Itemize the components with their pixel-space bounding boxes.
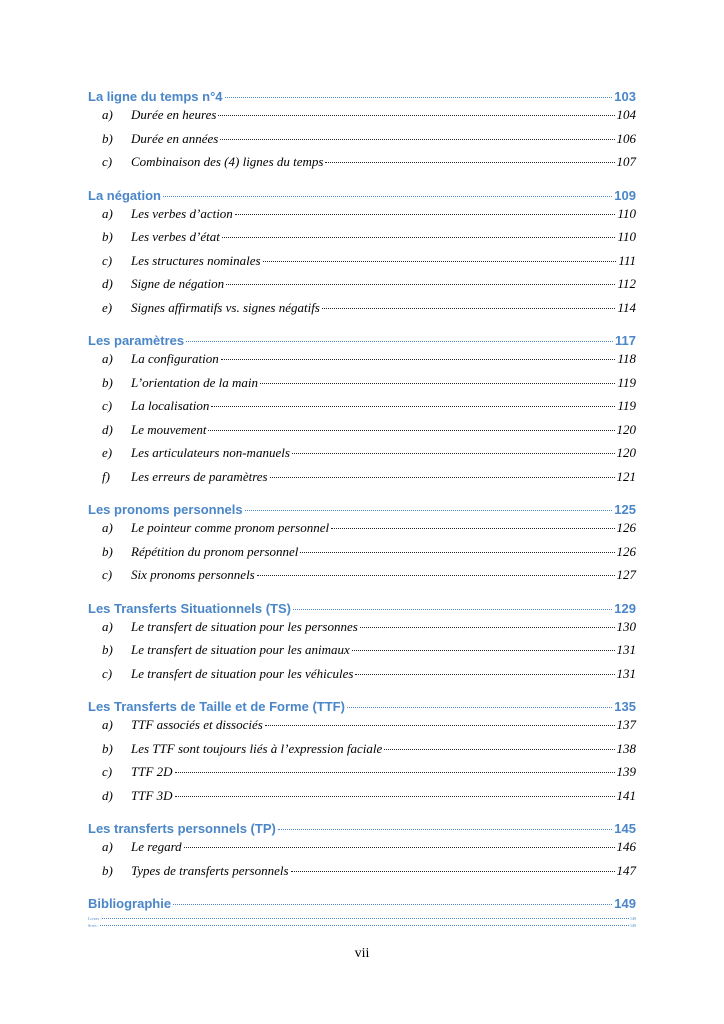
section-title: Les transferts personnels (TP)	[88, 821, 276, 836]
dot-leader	[347, 707, 612, 708]
item-page: 111	[618, 252, 636, 268]
item-letter: d)	[102, 787, 113, 803]
item-letter: a)	[102, 839, 113, 854]
dot-leader	[360, 627, 615, 628]
item-title: Les verbes d’action	[131, 205, 233, 221]
item-page: 107	[616, 154, 636, 169]
item-letter: c)	[102, 567, 113, 582]
dot-leader	[163, 196, 612, 197]
subentry-title: Sites :	[88, 923, 99, 928]
item-page: 104	[616, 107, 636, 122]
item-letter: b)	[102, 374, 113, 390]
section-page: 109	[614, 187, 636, 203]
dot-leader	[257, 575, 615, 576]
item-letter: e)	[102, 445, 113, 460]
dot-leader	[292, 453, 615, 454]
item-page: 118	[617, 351, 636, 366]
dot-leader	[278, 829, 612, 830]
item-title: Les TTF sont toujours liés à l’expression faciale	[131, 740, 383, 756]
item-title: Le regard	[131, 839, 182, 854]
toc-item[interactable]	[88, 760, 636, 784]
dot-leader	[221, 359, 616, 360]
toc-item[interactable]	[88, 272, 636, 296]
toc-item[interactable]	[88, 394, 636, 418]
dot-leader	[355, 674, 614, 675]
dot-leader	[293, 609, 612, 610]
item-page: 110	[617, 229, 636, 244]
section-page: 145	[614, 821, 636, 836]
item-title: La localisation	[131, 398, 210, 413]
item-letter: e)	[102, 299, 113, 315]
dot-leader	[184, 847, 615, 848]
item-page: 114	[617, 299, 636, 315]
section-title: Les paramètres	[88, 333, 185, 348]
dot-leader	[300, 552, 614, 553]
section-title: Les Transferts de Taille et de Forme (TTF)	[88, 699, 345, 714]
toc-item[interactable]	[88, 859, 636, 883]
item-letter: b)	[102, 229, 113, 244]
dot-leader	[102, 918, 629, 919]
dot-leader	[265, 725, 615, 726]
item-letter: b)	[102, 862, 113, 878]
dot-leader	[263, 261, 617, 262]
item-letter: a)	[102, 520, 113, 535]
dot-leader	[352, 650, 615, 651]
section-page: 117	[615, 333, 636, 348]
item-letter: b)	[102, 130, 113, 146]
toc-item[interactable]	[88, 150, 636, 174]
item-title: Combinaison des (4) lignes du temps	[131, 154, 324, 169]
toc-item[interactable]	[88, 638, 636, 662]
dot-leader	[225, 97, 613, 98]
dot-leader	[325, 162, 614, 163]
dot-leader	[175, 796, 615, 797]
item-title: TTF 2D	[131, 764, 173, 779]
item-page: 139	[616, 764, 636, 779]
item-letter: c)	[102, 154, 113, 169]
item-title: Signes affirmatifs vs. signes négatifs	[131, 299, 320, 315]
item-letter: d)	[102, 276, 113, 291]
dot-leader	[322, 308, 616, 309]
item-title: Le transfert de situation pour les personnes	[131, 618, 358, 634]
item-title: Les verbes d’état	[131, 229, 220, 244]
item-page: 112	[617, 276, 636, 291]
subentry-page: 149	[630, 923, 636, 928]
toc-item[interactable]	[88, 465, 636, 489]
subentry-title: Livres :	[88, 916, 102, 921]
dot-leader	[291, 871, 615, 872]
dot-leader	[218, 115, 614, 116]
dot-leader	[260, 383, 615, 384]
dot-leader	[220, 139, 614, 140]
toc-item[interactable]	[88, 563, 636, 587]
item-title: Six pronoms personnels	[131, 567, 255, 582]
item-title: L’orientation de la main	[131, 374, 258, 390]
dot-leader	[208, 430, 614, 431]
toc-item[interactable]	[88, 835, 636, 859]
item-letter: a)	[102, 717, 113, 732]
dot-leader	[175, 772, 615, 773]
toc-item[interactable]	[88, 418, 636, 442]
item-title: Durée en heures	[131, 107, 217, 122]
item-title: Répétition du pronom personnel	[131, 543, 299, 559]
toc-item[interactable]	[88, 784, 636, 808]
dot-leader	[270, 477, 615, 478]
toc-item[interactable]	[88, 103, 636, 127]
dot-leader	[226, 284, 615, 285]
toc-subentry[interactable]	[88, 922, 636, 929]
toc-item[interactable]	[88, 441, 636, 465]
item-letter: c)	[102, 398, 113, 413]
item-page: 121	[616, 468, 636, 484]
item-title: Types de transferts personnels	[131, 862, 289, 878]
toc-item[interactable]	[88, 662, 636, 686]
item-title: Les erreurs de paramètres	[131, 468, 268, 484]
item-page: 130	[616, 618, 636, 634]
item-page: 147	[616, 862, 636, 878]
item-title: Les structures nominales	[131, 252, 261, 268]
item-page: 120	[616, 445, 636, 460]
toc-item[interactable]	[88, 202, 636, 226]
dot-leader	[173, 904, 612, 905]
item-page: 141	[616, 787, 636, 803]
item-letter: a)	[102, 618, 113, 634]
item-letter: f)	[102, 468, 110, 484]
table-of-contents	[88, 88, 636, 929]
item-letter: c)	[102, 665, 113, 681]
toc-item[interactable]	[88, 540, 636, 564]
toc-item[interactable]	[88, 371, 636, 395]
item-letter: a)	[102, 107, 113, 122]
item-page: 106	[616, 130, 636, 146]
toc-section-bibliography[interactable]	[88, 895, 636, 913]
item-page: 131	[616, 665, 636, 681]
item-title: TTF 3D	[131, 787, 173, 803]
item-page: 146	[616, 839, 636, 854]
toc-item[interactable]	[88, 127, 636, 151]
item-title: TTF associés et dissociés	[131, 717, 263, 732]
dot-leader	[245, 510, 613, 511]
item-letter: b)	[102, 543, 113, 559]
item-page: 126	[616, 543, 636, 559]
item-letter: d)	[102, 421, 113, 437]
item-letter: c)	[102, 764, 113, 779]
toc-subentry[interactable]	[88, 915, 636, 922]
item-title: Le pointeur comme pronom personnel	[131, 520, 330, 535]
item-letter: b)	[102, 740, 113, 756]
toc-item[interactable]	[88, 347, 636, 371]
toc-item[interactable]	[88, 615, 636, 639]
toc-item[interactable]	[88, 225, 636, 249]
item-title: Le mouvement	[131, 421, 207, 437]
section-page: 103	[614, 89, 636, 104]
section-title: Bibliographie	[88, 896, 172, 911]
section-title: La négation	[88, 187, 161, 203]
item-letter: b)	[102, 642, 113, 657]
toc-item[interactable]	[88, 249, 636, 273]
section-page: 149	[614, 896, 636, 911]
dot-leader	[186, 341, 613, 342]
item-title: Le transfert de situation pour les animaux	[131, 642, 350, 657]
section-page: 125	[614, 502, 636, 517]
item-page: 119	[617, 374, 636, 390]
item-page: 119	[617, 398, 636, 413]
item-title: Les articulateurs non-manuels	[131, 445, 290, 460]
item-page: 137	[616, 717, 636, 732]
item-title: Le transfert de situation pour les véhicules	[131, 665, 354, 681]
toc-item[interactable]	[88, 737, 636, 761]
item-page: 120	[616, 421, 636, 437]
item-letter: c)	[102, 252, 113, 268]
toc-item[interactable]	[88, 296, 636, 320]
item-letter: a)	[102, 205, 113, 221]
item-title: Signe de négation	[131, 276, 225, 291]
item-title: Durée en années	[131, 130, 219, 146]
toc-item[interactable]	[88, 713, 636, 737]
subentry-page: 149	[630, 916, 636, 921]
item-page: 127	[616, 567, 636, 582]
section-title: La ligne du temps n°4	[88, 89, 223, 104]
section-page: 129	[614, 600, 636, 616]
section-title: Les pronoms personnels	[88, 502, 243, 517]
item-page: 138	[616, 740, 636, 756]
dot-leader	[235, 214, 616, 215]
item-page: 126	[616, 520, 636, 535]
dot-leader	[384, 749, 614, 750]
section-page: 135	[614, 699, 636, 714]
dot-leader	[211, 406, 615, 407]
page-number: vii	[354, 946, 370, 961]
dot-leader	[331, 528, 614, 529]
item-page: 131	[616, 642, 636, 657]
item-page: 110	[617, 205, 636, 221]
dot-leader	[222, 237, 616, 238]
item-letter: a)	[102, 351, 113, 366]
section-title: Les Transferts Situationnels (TS)	[88, 600, 291, 616]
dot-leader	[100, 925, 629, 926]
item-title: La configuration	[131, 351, 219, 366]
toc-item[interactable]	[88, 516, 636, 540]
